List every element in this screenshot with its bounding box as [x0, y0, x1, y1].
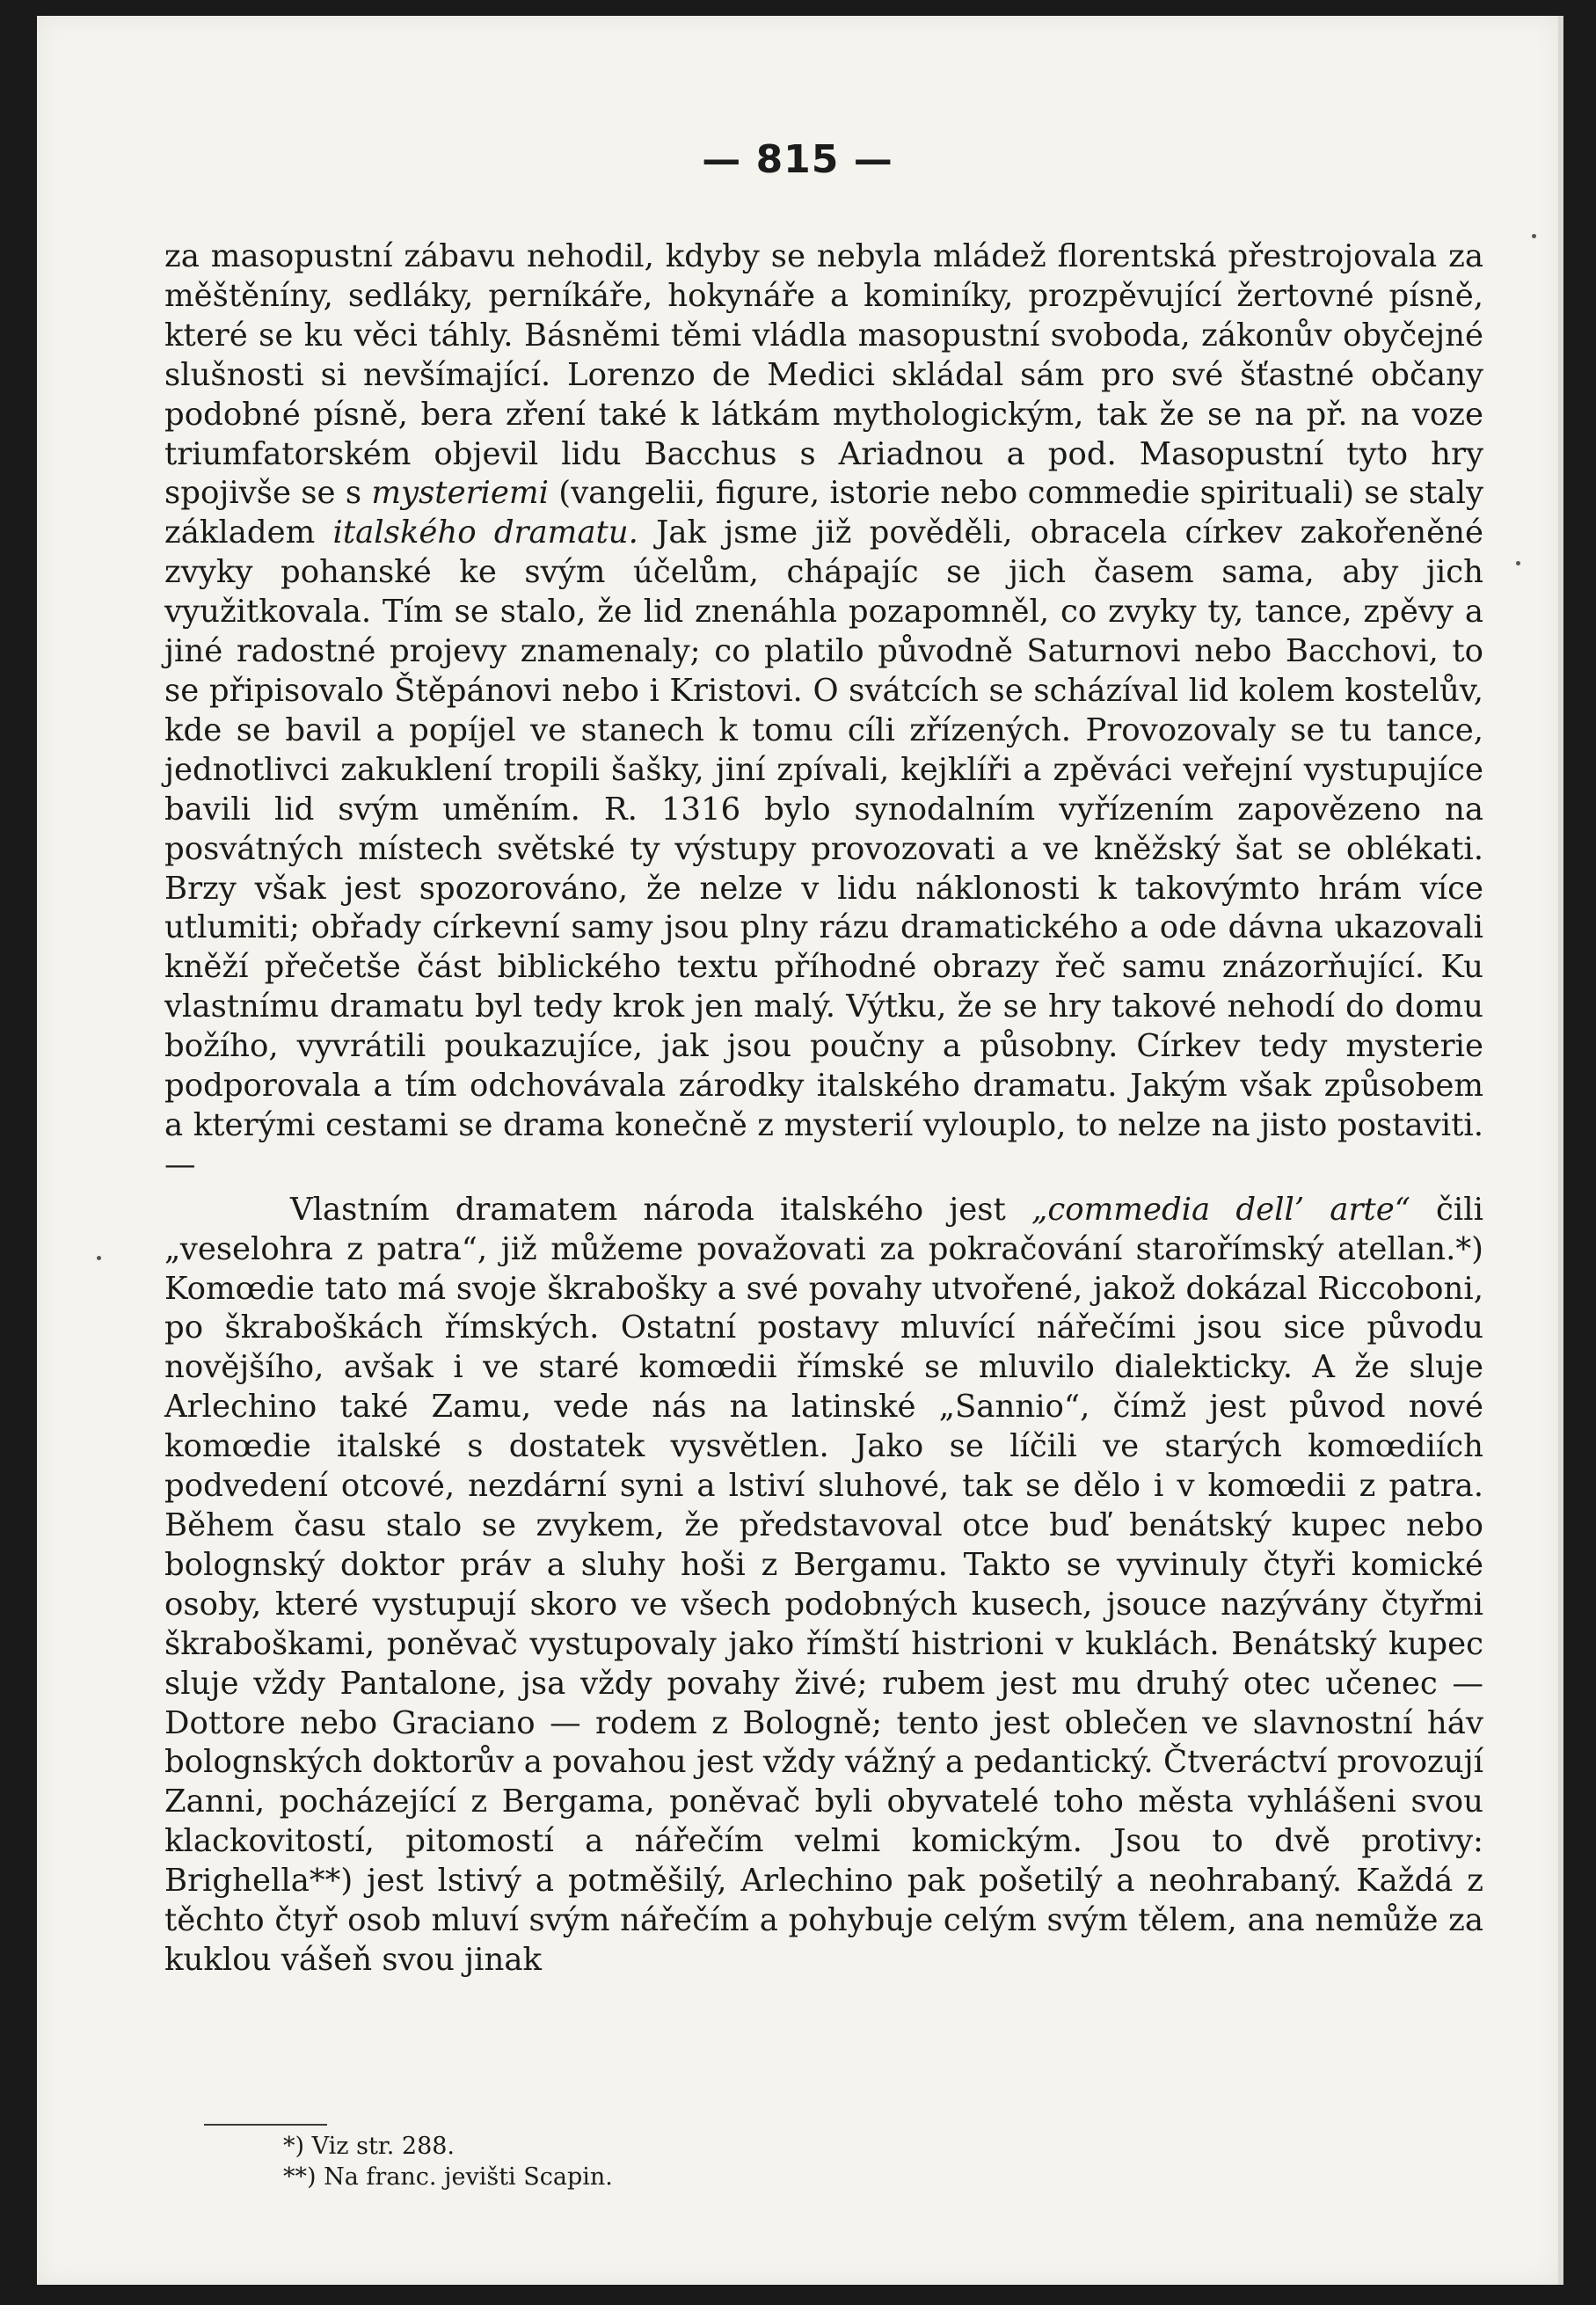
- paragraph-1-italic-a: mysteriemi: [371, 475, 549, 512]
- paper-speck: [1516, 561, 1520, 565]
- footnotes: [283, 2131, 613, 2192]
- footnote-divider: [204, 2124, 327, 2126]
- paragraph-1-text-c: Jak jsme již pověděli, obracela církev zakořeněné zvyky pohanské ke svým účelům, chápajíc se jich časem sama, aby jich využitkovala. Tím se stalo, že lid znenáhla pozapomněl, co zvyky ty, tance, zpěvy a jiné radostné projevy znamenaly; co platilo původně Saturnovi nebo Bacchovi, to se připisovalo Štěpánovi nebo i Kristovi. O svátcích se scházíval lid kolem kostelův, kde se bavil a popíjel ve stanech k tomu cíli zřízených. Provozovaly se tu tance, jednotlivci zakuklení tropili šašky, jiní zpívali, kejklíři a zpěváci veřejní vystupujíce bavili lid svým uměním. R. 1316 bylo synodalním vyřízením zapovězeno na posvátných místech světské ty výstupy provozovati a ve kněžský šat se oblékati. Brzy však jest spozorováno, že nelze v lidu náklonosti k takovýmto hrám více utlumiti; obřady církevní samy jsou plny rázu dramatického a ode dávna ukazovali kněží přečetše část biblického textu příhodné obrazy řeč samu znázorňující. Ku vlastnímu dramatu byl tedy krok jen malý. Výtku, že se hry takové nehodí do domu božího, vyvrátili poukazujíce, jak jsou poučny a působny. Církev tedy mysterie podporovala a tím odchovávala zárodky italského dramatu. Jakým však způsobem a kterými cestami se drama konečně z mysterií vylouplo, to nelze na jisto postaviti. —: [164, 514, 1483, 1183]
- footnote-2: **) Na franc. jevišti Scapin.: [283, 2163, 613, 2191]
- paragraph-2-text-a: Vlastním dramatem národa italského jest: [290, 1191, 1031, 1228]
- paper-speck: [97, 1256, 101, 1260]
- paragraph-1-text-a: za masopustní zábavu nehodil, kdyby se nebyla mládež florentská přestrojovala za měštěníny, sedláky, perníkáře, hokynáře a kominíky, prozpěvující žertovné písně, které se ku věci táhly. Básněmi těmi vládla masopustní svoboda, zákonův obyčejné slušnosti si nevšímající. Lorenzo de Medici skládal sám pro své šťastné občany podobné písně, bera zření také k látkám mythologickým, tak že se na př. na voze triumfatorském objevil lidu Bacchus s Ariadnou a pod. Masopustní tyto hry spojivše se s: [164, 238, 1483, 512]
- paragraph-1-italic-b: italského dramatu.: [332, 514, 638, 551]
- paragraph-2-italic-a: „commedia dell’ arte“: [1031, 1191, 1410, 1228]
- footnote-1: *) Viz str. 288.: [283, 2133, 455, 2160]
- paper-speck: [1532, 234, 1536, 238]
- paragraph-1-text-b: (vangelii, figure, istorie nebo commedie spirituali) se staly základem: [164, 475, 1483, 551]
- paragraph-2: [164, 1191, 1483, 1980]
- paragraph-1: [164, 237, 1483, 1185]
- book-page: [37, 16, 1563, 2285]
- page-number: — 815 —: [702, 137, 893, 182]
- paragraph-2-text-b: čili „veselohra z patra“, již můžeme považovati za pokračování starořímský atellan.*) Komœdie tato má svoje škrabošky a své povahy utvořené, jakož dokázal Riccoboni, po škraboškách římských. Ostatní postavy mluvící nářečími jsou sice původu novějšího, avšak i ve staré komœdii římské se mluvilo dialekticky. A že sluje Arlechino také Zamu, vede nás na latinské „Sannio“, čímž jest původ nové komœdie italské s dostatek vysvětlen. Jako se líčili ve starých komœdiích podvedení otcové, nezdární syni a lstiví sluhové, tak se dělo i v komœdii z patra. Během času stalo se zvykem, že představoval otce buď benátský kupec nebo bolognský doktor práv a sluhy hoši z Bergamu. Takto se vyvinuly čtyři komické osoby, které vystupují skoro ve všech podobných kusech, jsouce nazývány čtyřmi škraboškami, poněvač vystupovaly jako římští histrioni v kuklách. Benátský kupec sluje vždy Pantalone, jsa vždy povahy živé; rubem jest mu druhý otec učenec — Dottore nebo Graciano — rodem z Bologně; tento jest oblečen ve slavnostní háv bolognských doktorův a povahou jest vždy vážný a pedantický. Čtveráctví provozují Zanni, pocházející z Bergama, poněvač byli obyvatelé toho města vyhlášeni svou klackovitostí, pitomostí a nářečím velmi komickým. Jsou to dvě protivy: Brighella**) jest lstivý a potměšilý, Arlechino pak pošetilý a neohrabaný. Každá z těchto čtyř osob mluví svým nářečím a pohybuje celým svým tělem, ana nemůže za kuklou vášeň svou jinak: [164, 1191, 1483, 1978]
- body-text: [164, 237, 1483, 1980]
